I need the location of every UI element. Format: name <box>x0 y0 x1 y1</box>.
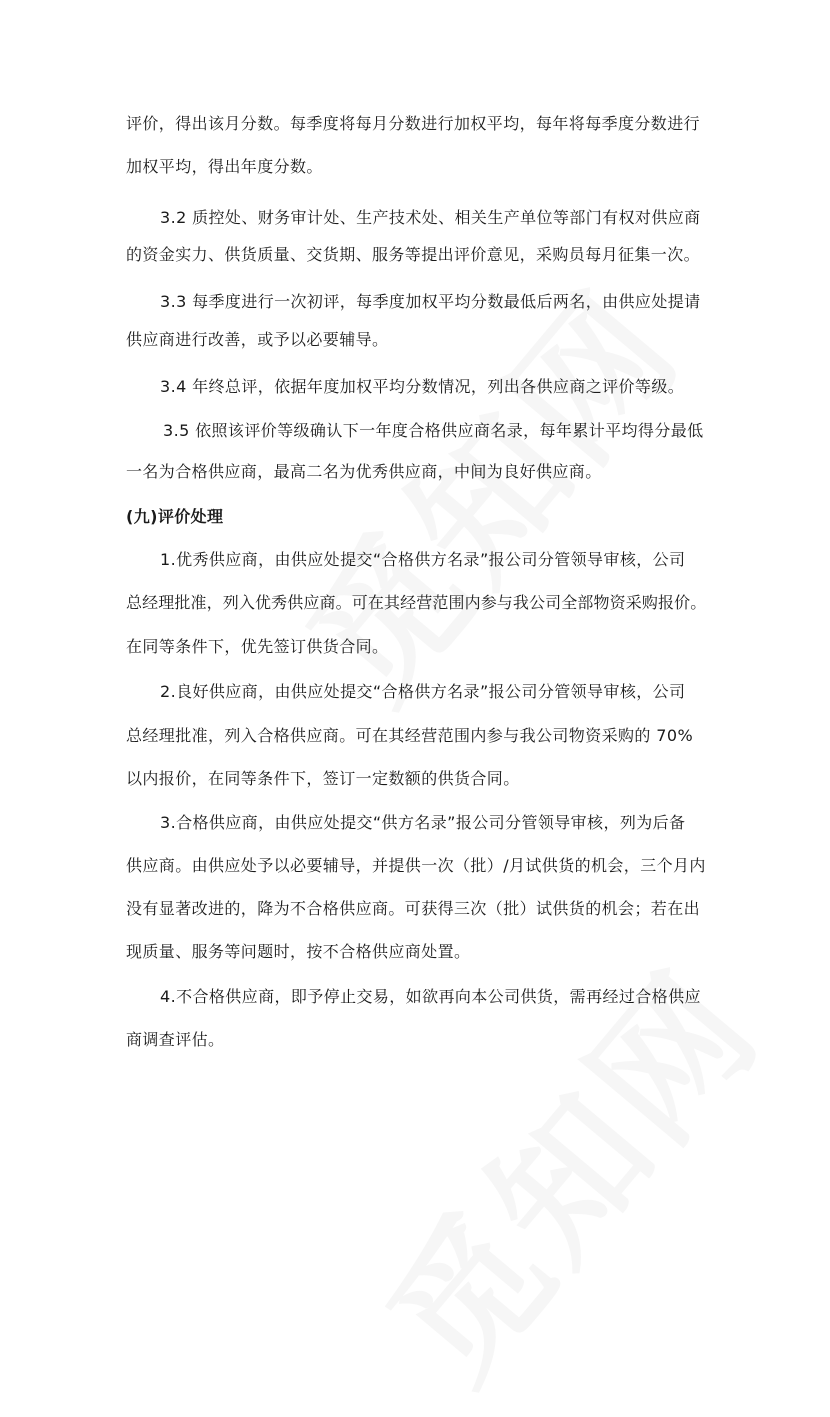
paragraph-line: 3.合格供应商，由供应处提交“供方名录”报公司分管领导审核，列为后备 <box>160 813 686 832</box>
paragraph-line: 总经理批准，列入合格供应商。可在其经营范围内参与我公司物资采购的 70% <box>126 726 694 745</box>
paragraph-line: 现质量、服务等问题时，按不合格供应商处置。 <box>126 942 471 961</box>
paragraph-line: 没有显著改进的，降为不合格供应商。可获得三次（批）试供货的机会；若在出 <box>126 899 701 918</box>
section-heading: (九)评价处理 <box>126 507 224 526</box>
paragraph-line: 4.不合格供应商，即予停止交易，如欲再向本公司供货，需再经过合格供应 <box>160 987 701 1006</box>
paragraph-line: 3.2 质控处、财务审计处、生产技术处、相关生产单位等部门有权对供应商 <box>160 208 701 227</box>
paragraph-line: 加权平均，得出年度分数。 <box>126 157 323 176</box>
paragraph-line: 2.良好供应商，由供应处提交“合格供方名录”报公司分管领导审核，公司 <box>160 682 686 701</box>
paragraph-line: 总经理批准，列入优秀供应商。可在其经营范围内参与我公司全部物资采购报价。 <box>126 593 707 612</box>
paragraph-line: 在同等条件下，优先签订供货合同。 <box>126 637 389 656</box>
paragraph-line: 1.优秀供应商，由供应处提交“合格供方名录”报公司分管领导审核，公司 <box>160 550 686 569</box>
paragraph-line: 一名为合格供应商，最高二名为优秀供应商，中间为良好供应商。 <box>126 462 602 481</box>
paragraph-line: 评价，得出该月分数。每季度将每月分数进行加权平均，每年将每季度分数进行 <box>126 114 701 133</box>
paragraph-line: 的资金实力、供货质量、交货期、服务等提出评价意见，采购员每月征集一次。 <box>126 245 701 264</box>
paragraph-line: 商调查评估。 <box>126 1030 225 1049</box>
watermark <box>251 239 717 736</box>
paragraph-line: 3.4 年终总评，依据年度加权平均分数情况，列出各供应商之评价等级。 <box>160 377 685 396</box>
paragraph-line: 3.5 依照该评价等级确认下一年度合格供应商名录，每年累计平均得分最低 <box>163 421 704 440</box>
paragraph-line: 以内报价，在同等条件下，签订一定数额的供货合同。 <box>126 769 520 788</box>
paragraph-line: 供应商进行改善，或予以必要辅导。 <box>126 330 389 349</box>
paragraph-line: 3.3 每季度进行一次初评，每季度加权平均分数最低后两名，由供应处提请 <box>160 292 701 311</box>
paragraph-line: 供应商。由供应处予以必要辅导，并提供一次（批）/月试供货的机会，三个月内 <box>126 856 706 875</box>
